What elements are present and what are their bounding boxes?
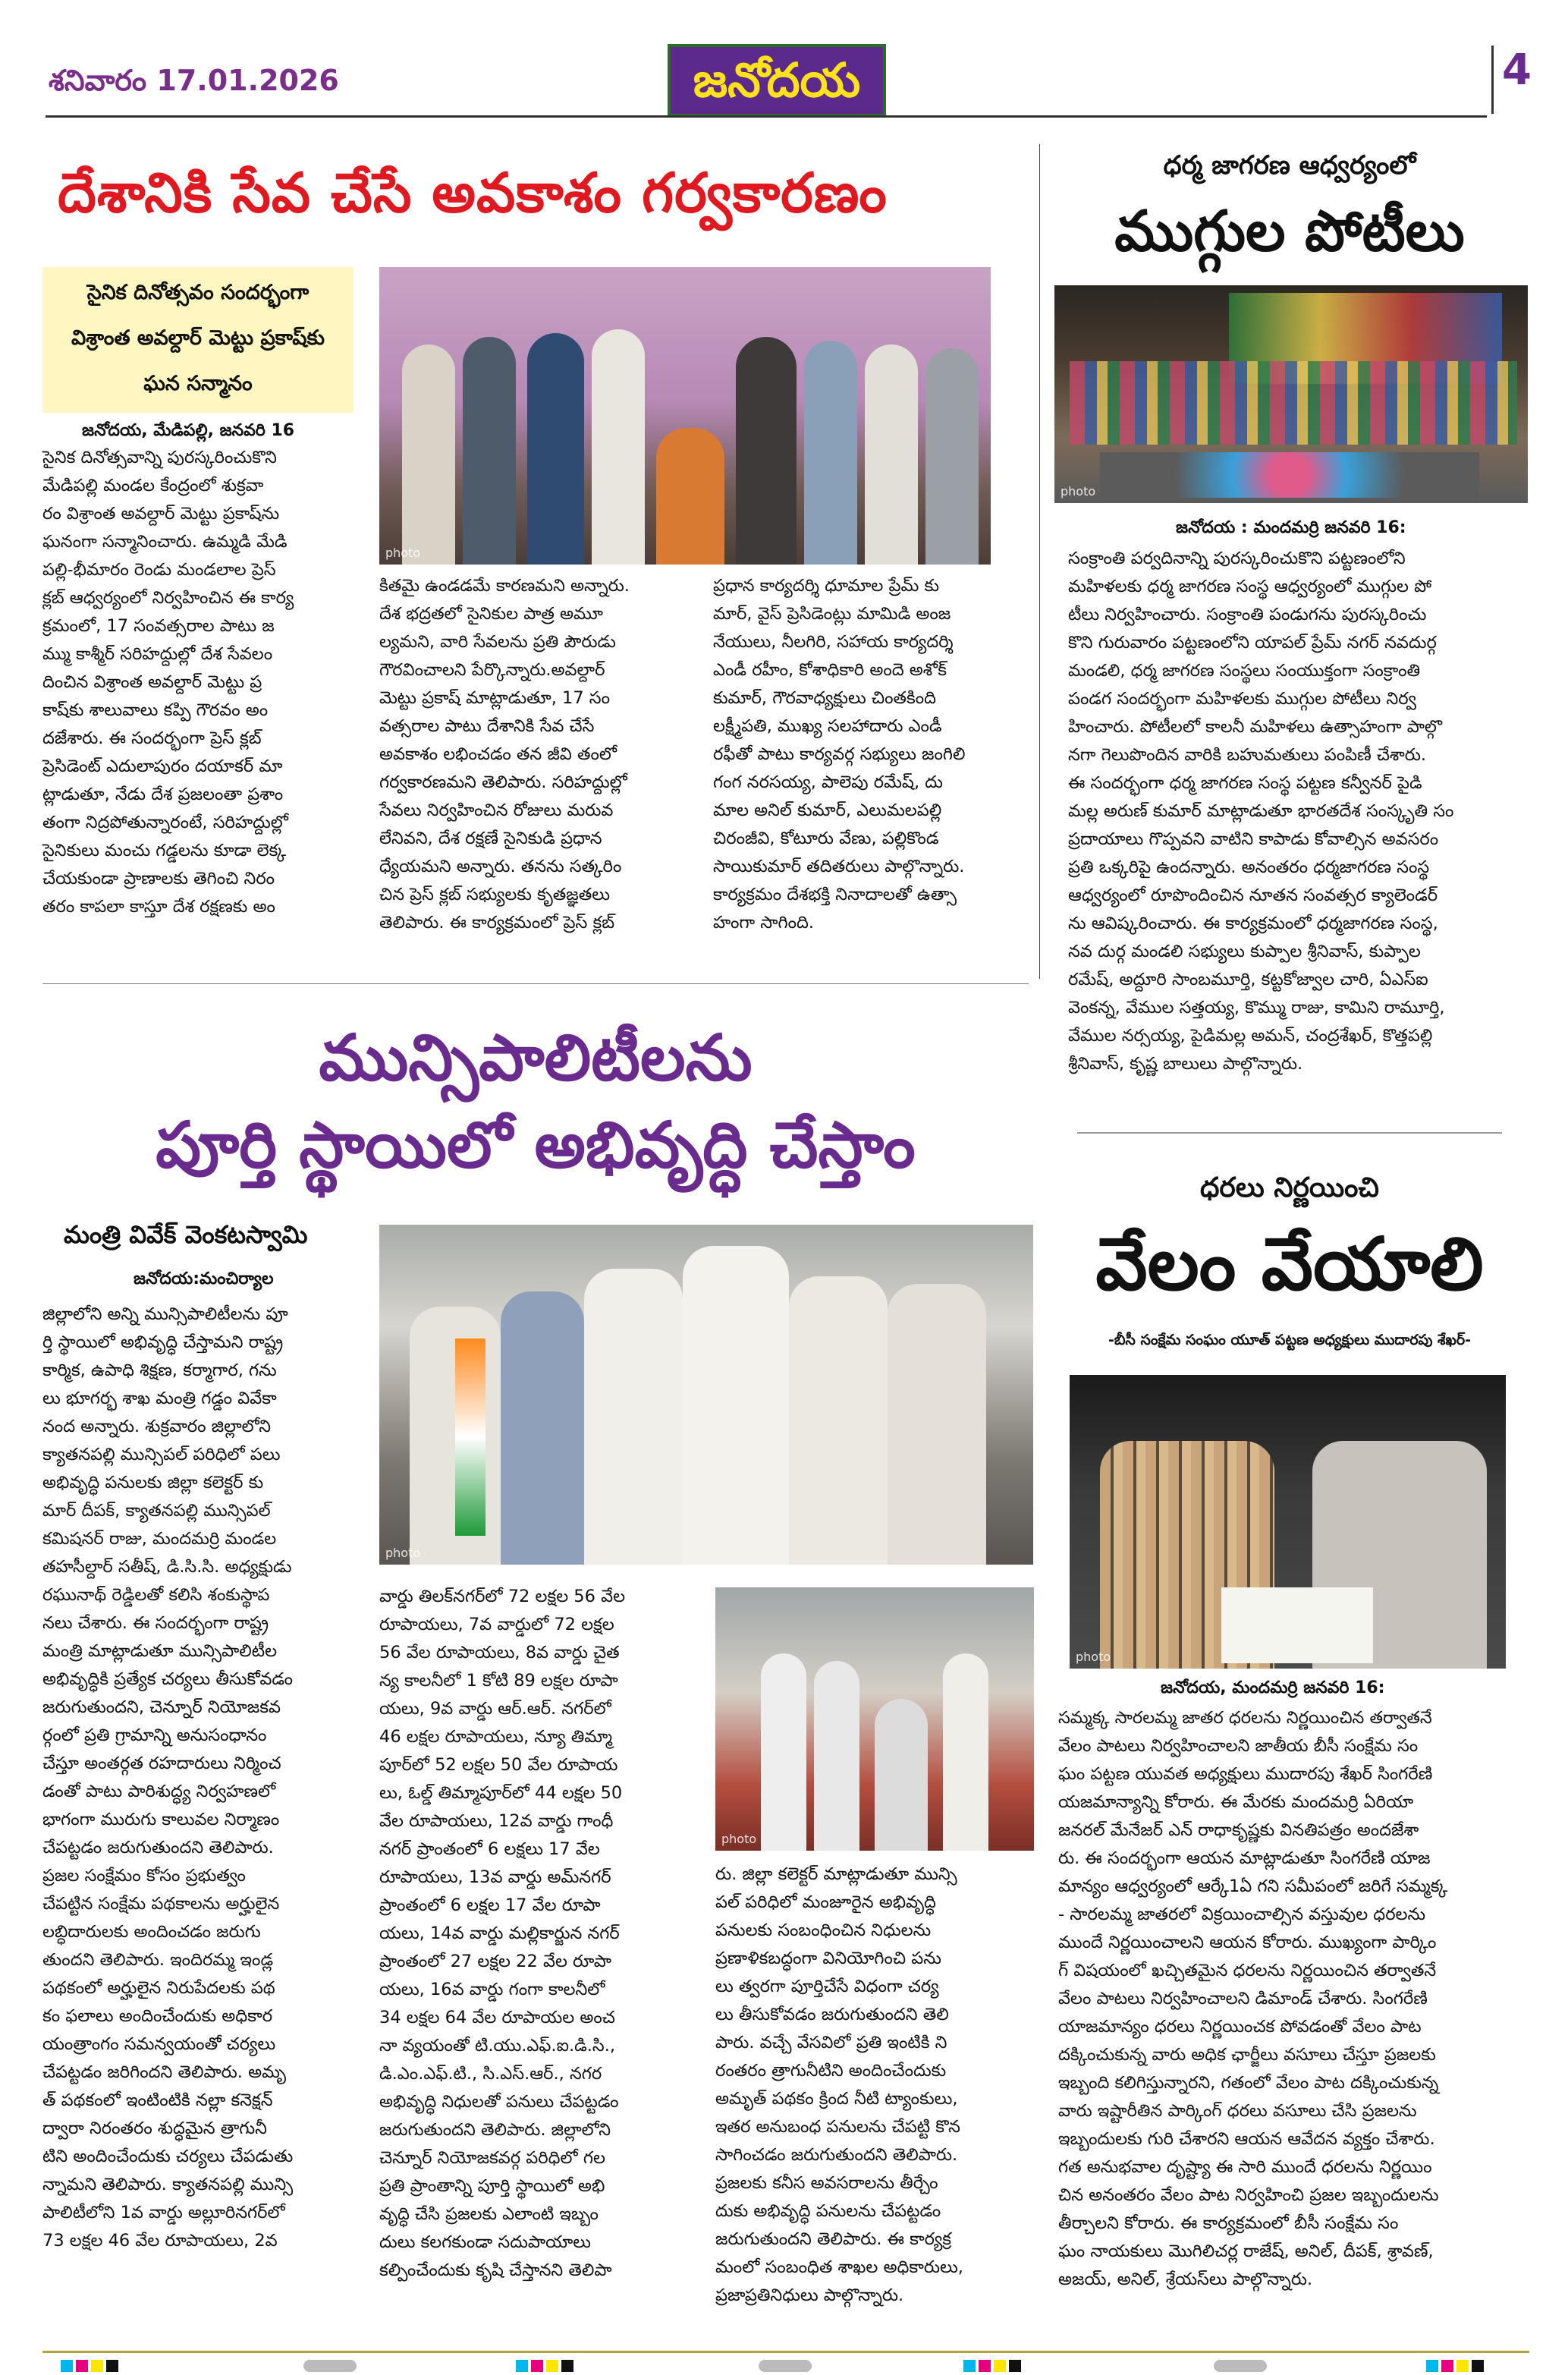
photo-scarf xyxy=(455,1338,485,1536)
story3-col2: వార్డు తిలక్‌నగర్‌లో 72 లక్షల 56 వేల రూపాయలు, 7వ వార్డులో 72 లక్షల 56 వేల రూపాయలు, 8వ వార్డు చైత న్య కాలనీలో 1 కోటి 89 లక్షల రూపా యలు, 9వ వార్డు ఆర్.ఆర్. నగర్‌లో 46 లక్షల రూపాయలు, న్యూ తిమ్మా పూర్‌లో 52 లక్షల 50 వేల రూపాయ లు, ఓల్డ్ తిమ్మాపూర్‌లో 44 లక్షల 50 వేల రూపాయలు, 12వ వార్డు గాంధీ నగర్ ప్రాంతంలో 6 లక్షలు 17 వేల రూపాయలు, 13వ వార్డు అమ్‌నగర్ ప్రాంతంలో 6 లక్షల 17 వేల రూపా యలు, 14వ వార్డు మల్లికార్జున నగర్ ప్రాంతంలో 27 లక్షల 22 వేల రూపా యలు, 16వ వార్డు గంగా కాలనీలో 34 లక్షల 64 వేల రూపాయల అంచ నా వ్యయంతో టి.యు.ఎఫ్.ఐ.డి.సి., డి.ఎం.ఎఫ్.టి., సి.ఎస్.ఆర్., నగర అభివృద్ధి నిధులతో పనులు చేపట్టడం జరుగుతుందని తెలిపారు. జిల్లాలోని చెన్నూర్ నియోజకవర్గ పరిధిలో గల ప్రతి ప్రాంతాన్ని పూర్తి స్థాయిలో అభి వృద్ధి చేసి ప్రజలకు ఎలాంటి ఇబ్బం దులు కలగకుండా సదుపాయాలు కల్పించేందుకు కృషి చేస్తానని తెలిపా xyxy=(379,1587,626,2280)
story2-photo-label: photo xyxy=(1061,484,1096,499)
photo-figure xyxy=(592,329,645,565)
page-number-divider xyxy=(1491,46,1494,114)
story1-photo-label: photo xyxy=(385,546,421,560)
black-swatch xyxy=(561,2360,573,2372)
story2-end-rule xyxy=(1077,1132,1502,1134)
story1-photo xyxy=(379,267,991,565)
black-swatch xyxy=(1472,2360,1484,2372)
photo-figure xyxy=(736,337,797,565)
footer-rule xyxy=(42,2351,1529,2353)
yellow-swatch xyxy=(546,2360,558,2372)
photo-figure xyxy=(875,1699,928,1851)
story1-col3: ప్రధాన కార్యదర్శి ధూమాల ప్రేమ్ కు మార్, వైస్ ప్రెసిడెంట్లు మామిడి అంజ నేయులు, నీలగిరి, సహాయ కార్యదర్శి ఎండీ రహీం, కోశాధికారి అందె అశోక్ కుమార్, గౌరవాధ్యక్షులు చింతకింది లక్ష్మీపతి, ముఖ్య సలహాదారు ఎండీ రఫీతో పాటు కార్యవర్గ సభ్యులు జంగిలి గంగ నరసయ్య, పాలెపు రమేష్, దు మాల అనిల్ కుమార్, ఎలుమలపల్లి చిరంజీవి, కోటూరు వేణు, పల్లికొండ సాయికుమార్ తదితరులు పాల్గొన్నారు. కార్యక్రమం దేశభక్తి నినాదాలతో ఉత్సా హంగా సాగింది. xyxy=(713,576,966,933)
story3-photo2-label: photo xyxy=(721,1832,757,1846)
yellow-swatch xyxy=(1456,2360,1469,2372)
story4-headline: వేలం వేయాలి xyxy=(1095,1222,1484,1307)
photo-figure xyxy=(865,344,918,565)
story4-deck: -బీసీ సంక్షేమ సంఘం యూత్ పట్టణ అధ్యక్షులు ముదారపు శేఖర్- xyxy=(1108,1332,1471,1348)
photo-figure xyxy=(814,1661,859,1851)
story3-photo2 xyxy=(715,1587,1034,1851)
photo-figure xyxy=(656,428,724,565)
story4-byline: జనోదయ, మందమర్రి జనవరి 16: xyxy=(1161,1678,1385,1697)
magenta-swatch xyxy=(1441,2360,1453,2372)
photo-figure xyxy=(943,1653,988,1851)
black-swatch xyxy=(1009,2360,1021,2372)
story3-headline-line1: మున్సిపాలిటీలను xyxy=(319,1021,753,1095)
story3-photo xyxy=(379,1225,1033,1565)
photo-figure xyxy=(463,337,516,565)
photo-rangoli xyxy=(1100,452,1479,498)
photo-figure xyxy=(804,341,857,565)
story3-byline: జనోదయ:మంచిర్యాల xyxy=(134,1269,274,1288)
photo-figure xyxy=(527,333,584,565)
masthead-rule xyxy=(46,115,1487,118)
story1-headline: దేశానికి సేవ చేసే అవకాశం గర్వకారణం xyxy=(58,161,888,225)
photo-document xyxy=(1221,1587,1373,1663)
story2-byline: జనోదయ : మందమర్రి జనవరి 16: xyxy=(1176,518,1406,537)
story1-byline: జనోదయ, మేడిపల్లి, జనవరి 16 xyxy=(82,421,295,440)
story4-kicker: ధరలు నిర్ణయించి xyxy=(1199,1172,1380,1203)
story4-body: సమ్మక్క సారలమ్మ జాతర ధరలను నిర్ణయించిన తర్వాతనే వేలం పాటలు నిర్వహించాలని జాతీయ బీసీ సంక్షేమ సం ఘం పట్టణ యువత అధ్యక్షులు ముదారపు శేఖర్ సింగరేణి యజమాన్యాన్ని కోరారు. ఈ మేరకు మందమర్రి ఏరియా జనరల్ మేనేజర్ ఎన్ రాధాకృష్ణకు వినతిపత్రం అందజేశా రు. ఈ సందర్భంగా ఆయన మాట్లాడుతూ సింగరేణి యాజ మాన్యం ఆధ్వర్యంలో ఆర్కే1ఏ గని సమీపంలో జరిగే సమ్మక్క - సారలమ్మ జాతరలో విక్రయించాల్సిన వస్తువుల ధరలను ముందే నిర్ణయించాలని ఆయన కోరారు. ముఖ్యంగా పార్కిం గ్ విషయంలో ఖచ్చితమైన ధరలను నిర్ణయించిన తర్వాతనే వేలం పాటలు నిర్వహించాలని డిమాండ్ చేశారు. సింగరేణి యాజమాన్యం ధరలు నిర్ణయించక పోవడంతో వేలం పాట దక్కించుకున్న వారు అధిక ఛార్జీలు వసూలు చేస్తూ ప్రజలకు ఇబ్బంది కలిగిస్తున్నారని, గతంలో వేలం పాట దక్కించుకున్న వారు ఇష్టారీతిన పార్కింగ్ ధరలు వసూలు చేసి ప్రజలను ఇబ్బందులకు గురి చేశారని ఆయన ఆవేదన వ్యక్తం చేశారు. గత అనుభవాల దృష్ట్యా ఈ సారి ముందే ధరలను నిర్ణయిం చిన అనంతరం వేలం పాట నిర్వహించి ప్రజల ఇబ్బందులను తీర్చాలని కోరారు. ఈ కార్యక్రమంలో బీసీ సంక్షేమ సం ఘం నాయకులు మొగిలిచర్ల రాజేష్, అనిల్, దీపక్, శ్రావణ్, అజయ్, అనిల్, శ్రేయస్‌లు పాల్గొన్నారు. xyxy=(1058,1708,1448,2289)
gray-swatch xyxy=(303,2360,357,2372)
story3-headline-line2: పూర్తి స్థాయిలో అభివృద్ధి చేస్తాం xyxy=(156,1108,916,1182)
gray-swatch xyxy=(759,2360,812,2372)
newspaper-logo: జనోదయ xyxy=(668,44,886,117)
gray-swatch xyxy=(1214,2360,1267,2372)
story3-col3: రు. జిల్లా కలెక్టర్ మాట్లాడుతూ మున్సి పల్ పరిధిలో మంజూరైన అభివృద్ధి పనులకు సంబంధించిన నిధులను ప్రణాళికబద్ధంగా వినియోగించి పను లు త్వరగా పూర్తిచేసే విధంగా చర్య లు తీసుకోవడం జరుగుతుందని తెలి పారు. వచ్చే వేసవిలో ప్రతి ఇంటికి ని రంతరం త్రాగునీటిని అందించేందుకు అమృత్ పథకం క్రింద నీటి ట్యాంకులు, ఇతర అనుబంధ పనులను చేపట్టి కొన సాగించడం జరుగుతుందని తెలిపారు. ప్రజలకు కనీస అవసరాలను తీర్చేం దుకు అభివృద్ధి పనులను చేపట్టడం జరుగుతుందని తెలిపారు. ఈ కార్యక్ర మంలో సంబంధిత శాఖల అధికారులు, ప్రజాప్రతినిధులు పాల్గొన్నారు. xyxy=(715,1864,963,2305)
section-rule xyxy=(42,983,1029,984)
photo-figure xyxy=(584,1269,683,1565)
right-column-rule xyxy=(1039,144,1040,979)
photo-figure xyxy=(761,1653,806,1851)
photo-crowd xyxy=(1070,361,1517,445)
magenta-swatch xyxy=(979,2360,991,2372)
cyan-swatch xyxy=(61,2360,73,2372)
photo-figure xyxy=(789,1276,888,1565)
story3-col1: జిల్లాలోని అన్ని మున్సిపాలిటీలను పూ ర్తి స్థాయిలో అభివృద్ధి చేస్తామని రాష్ట్ర కార్మిక, ఉపాధి శిక్షణ, కర్మాగార, గను లు భూగర్భ శాఖ మంత్రి గడ్డం వివేకా నంద అన్నారు. శుక్రవారం జిల్లాలోని క్యాతనపల్లి మున్సిపల్ పరిధిలో పలు అభివృద్ధి పనులకు జిల్లా కలెక్టర్ కు మార్ దీపక్, క్యాతనపల్లి మున్సిపల్ కమిషనర్ రాజు, మందమర్రి మండల తహసీల్దార్ సతీష్, డి.సి.సి. అధ్యక్షుడు రఘునాథ్ రెడ్డిలతో కలిసి శంకుస్థాప నలు చేశారు. ఈ సందర్భంగా రాష్ట్ర మంత్రి మాట్లాడుతూ మున్సిపాలిటీల అభివృద్ధికి ప్రత్యేక చర్యలు తీసుకోవడం జరుగుతుందని, చెన్నూర్ నియోజకవ ర్గంలో ప్రతి గ్రామాన్ని అనుసంధానం చేస్తూ అంతర్గత రహదారులు నిర్మించ డంతో పాటు పారిశుద్ధ్య నిర్వహణలో భాగంగా మురుగు కాలువల నిర్మాణం చేపట్టడం జరుగుతుందని తెలిపారు. ప్రజల సంక్షేమం కోసం ప్రభుత్వం చేపట్టిన సంక్షేమ పథకాలను అర్హులైన లబ్ధిదారులకు అందించడం జరుగు తుందని తెలిపారు. ఇందిరమ్మ ఇండ్ల పథకంలో అర్హులైన నిరుపేదలకు పథ కం ఫలాలు అందించేందుకు అధికార యంత్రాంగం సమన్వయంతో చర్యలు చేపట్టడం జరిగిందని తెలిపారు. అమృ త్ పథకంలో ఇంటింటికి నల్లా కనెక్షన్ ద్వారా నిరంతరం శుద్ధమైన త్రాగునీ టిని అందించేందుకు చర్యలు చేపడుతు న్నామని తెలిపారు. క్యాతనపల్లి మున్సి పాలిటీలోని 1వ వార్డు అల్లూరినగర్‌లో 73 లక్షల 46 వేల రూపాయలు, 2వ xyxy=(42,1304,294,2251)
yellow-swatch xyxy=(994,2360,1006,2372)
page-number: 4 xyxy=(1502,46,1532,95)
masthead xyxy=(0,0,1568,121)
story3-deck: మంత్రి వివేక్ వెంకటస్వామి xyxy=(64,1220,308,1249)
black-swatch xyxy=(106,2360,118,2372)
story4-photo xyxy=(1070,1375,1506,1669)
yellow-swatch xyxy=(91,2360,103,2372)
photo-figure xyxy=(402,344,455,565)
photo-figure xyxy=(888,1284,986,1565)
photo-figure xyxy=(501,1291,584,1565)
cyan-swatch xyxy=(516,2360,528,2372)
color-registration-bar xyxy=(0,2360,1568,2375)
story3-photo-label: photo xyxy=(385,1546,421,1560)
cyan-swatch xyxy=(963,2360,976,2372)
story4-photo-label: photo xyxy=(1076,1650,1111,1664)
cyan-swatch xyxy=(1426,2360,1438,2372)
story2-kicker: ధర్మ జాగరణ ఆధ్వర్యంలో xyxy=(1163,150,1416,181)
photo-figure xyxy=(683,1246,789,1565)
story1-col1: సైనిక దినోత్సవాన్ని పురస్కరించుకొని మేడిపల్లి మండల కేంద్రంలో శుక్రవా రం విశ్రాంత అవల్దార్ మెట్టు ప్రకాష్‌ను ఘనంగా సన్మానించారు. ఉమ్మడి మేడి పల్లి-భీమారం రెండు మండలాల ప్రెస్ క్లబ్ ఆధ్వర్యంలో నిర్వహించిన ఈ కార్య క్రమంలో, 17 సంవత్సరాల పాటు జ మ్ము కాశ్మీర్ సరిహద్దుల్లో దేశ సేవలం దించిన విశ్రాంత అవల్దార్ మెట్టు ప్ర కాష్‌కు శాలువాలు కప్పి గౌరవం అం దజేశారు. ఈ సందర్భంగా ప్రెస్ క్లబ్ ప్రెసిడెంట్ ఎదులాపురం దయాకర్ మా ట్లాడుతూ, నేడు దేశ ప్రజలంతా ప్రశాం తంగా నిద్రపోతున్నారంటే, సరిహద్దుల్లో సైనికులు మంచు గడ్డలను కూడా లెక్క చేయకుండా ప్రాణాలకు తెగించి నిరం తరం కాపలా కాస్తూ దేశ రక్షణకు అం xyxy=(42,448,294,917)
magenta-swatch xyxy=(76,2360,88,2372)
story1-col2: కితమై ఉండడమే కారణమని అన్నారు. దేశ భద్రతలో సైనికుల పాత్ర అమూ ల్యమని, వారి సేవలను ప్రతి పౌరుడు గౌరవించాలని పేర్కొన్నారు.అవల్దార్ మెట్టు ప్రకాష్ మాట్లాడుతూ, 17 సం వత్సరాల పాటు దేశానికి సేవ చేసే అవకాశం లభించడం తన జీవి తంలో గర్వకారణమని తెలిపారు. సరిహద్దుల్లో సేవలు నిర్వహించిన రోజులు మరువ లేనివని, దేశ రక్షణే సైనికుడి ప్రధాన ధ్యేయమని అన్నారు. తనను సత్కరిం చిన ప్రెస్ క్లబ్ సభ్యులకు కృతజ్ఞతలు తెలిపారు. ఈ కార్యక్రమంలో ప్రెస్ క్లబ్ xyxy=(379,576,630,933)
issue-date: శనివారం 17.01.2026 xyxy=(49,64,339,97)
story2-photo xyxy=(1054,285,1528,503)
photo-figure xyxy=(925,348,979,565)
story2-headline: ముగ్గుల పోటీలు xyxy=(1114,199,1465,264)
story2-body: సంక్రాంతి పర్వదినాన్ని పురస్కరించుకొని పట్టణంలోని మహిళలకు ధర్మ జాగరణ సంస్థ ఆధ్వర్యంలో ముగ్గుల పో టీలు నిర్వహించారు. సంక్రాంతి పండుగను పురస్కరించు కొని గురువారం పట్టణంలోని యాపల్ ప్రేమ్ నగర్ నవదుర్గ మండలి, ధర్మ జాగరణ సంస్థలు సంయుక్తంగా సంక్రాంతి పండగ సందర్భంగా మహిళలకు ముగ్గుల పోటీలు నిర్వ హించారు. పోటీలలో కాలనీ మహిళలు ఉత్సాహంగా పాల్గొ నగా గెలుపొందిన వారికి బహుమతులు పంపిణీ చేశారు. ఈ సందర్భంగా ధర్మ జాగరణ సంస్థ పట్టణ కన్వీనర్ పైడి మల్ల అరుణ్ కుమార్ మాట్లాడుతూ భారతదేశ సంస్కృతి సం ప్రదాయాలు గొప్పవని వాటిని కాపాడు కోవాల్సిన అవసరం ప్రతి ఒక్కరిపై ఉందన్నారు. అనంతరం ధర్మజాగరణ సంస్థ ఆధ్వర్యంలో రూపొందించిన నూతన సంవత్సర క్యాలెండర్ ను ఆవిష్కరించారు. ఈ కార్యక్రమంలో ధర్మజాగరణ సంస్థ, నవ దుర్గ మండలి సభ్యులు కుప్పాల శ్రీనివాస్, కుప్పాల రమేష్, అద్దూరి సాంబమూర్తి, కట్టకోజ్వాల చారి, ఏఎస్ఐ వెంకన్న, వేముల సత్తయ్య, కొమ్ము రాజు, కామిని రామూర్తి, వేముల నర్సయ్య, పైడిమల్ల అమన్, చంద్రశేఖర్, కొత్తపల్లి శ్రీనివాస్, కృష్ణ బాలులు పాల్గొన్నారు. xyxy=(1068,549,1454,1074)
story1-deck: సైనిక దినోత్సవం సందర్భంగా విశ్రాంత అవల్దార్ మెట్టు ప్రకాష్‌కు ఘన సన్మానం xyxy=(42,267,354,413)
magenta-swatch xyxy=(531,2360,543,2372)
